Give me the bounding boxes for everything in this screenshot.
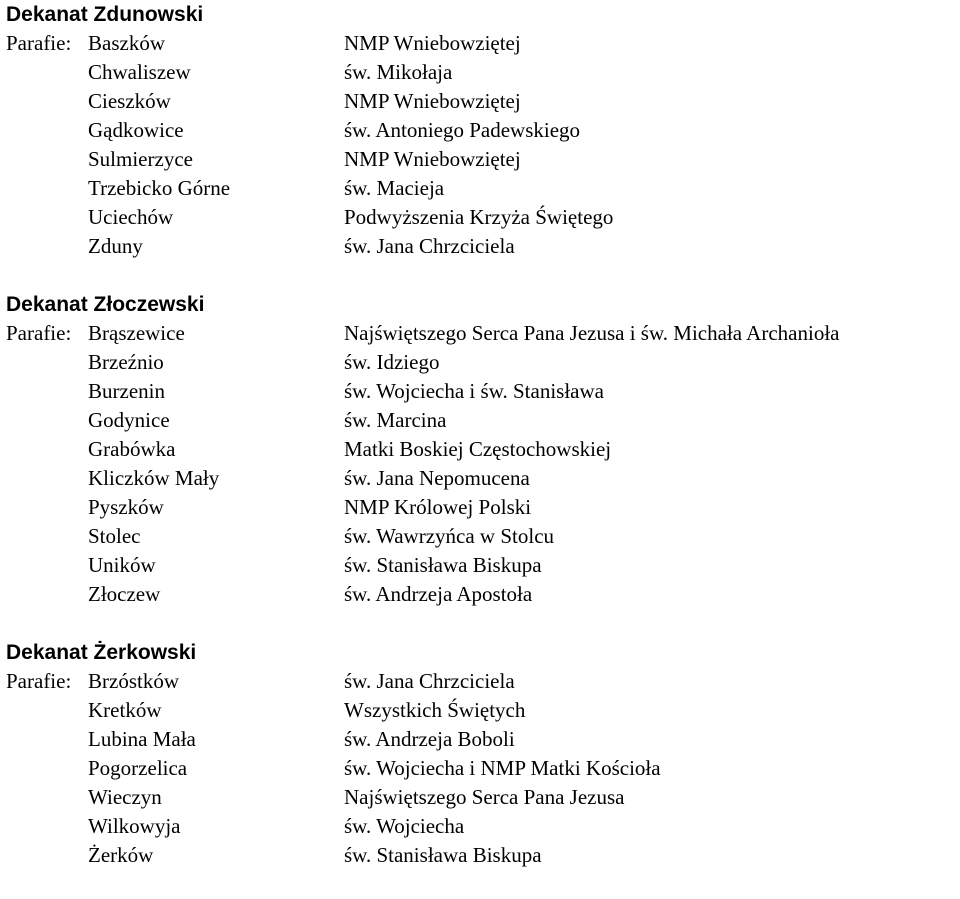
parish-row [6,232,960,261]
parish-place: Chwaliszew [88,60,191,84]
parish-place: Lubina Mała [88,727,196,751]
parish-row [6,841,960,870]
parish-row [6,348,960,377]
parish-row [6,725,960,754]
parish-place: Baszków [88,31,165,55]
parish-dedication: NMP Wniebowziętej [344,89,521,113]
parish-place: Kliczków Mały [88,466,220,490]
parish-place: Burzenin [88,379,165,403]
parish-dedication: św. Antoniego Padewskiego [344,118,581,142]
parish-row [6,783,960,812]
parish-dedication: św. Idziego [344,350,440,374]
parish-dedication: św. Jana Chrzciciela [344,669,515,693]
parish-dedication: Najświętszego Serca Pana Jezusa i św. Michała Archanioła [344,321,840,345]
parish-dedication: św. Stanisława Biskupa [344,843,542,867]
parish-dedication: św. Wawrzyńca w Stolcu [344,524,555,548]
parish-place: Brzeźnio [88,350,164,374]
parish-dedication: św. Wojciecha i NMP Matki Kościoła [344,756,661,780]
parish-row [6,435,960,464]
parish-dedication: NMP Wniebowziętej [344,31,521,55]
parish-dedication: Podwyższenia Krzyża Świętego [344,205,614,229]
deanery-title: Dekanat Żerkowski [6,641,197,664]
parish-row [6,58,960,87]
parish-row [6,203,960,232]
parish-dedication: św. Jana Nepomucena [344,466,530,490]
parish-dedication: Matki Boskiej Częstochowskiej [344,437,612,461]
parish-row [6,754,960,783]
parish-place: Grabówka [88,437,176,461]
parish-place: Uników [88,553,156,577]
parish-row [6,145,960,174]
parish-row [6,696,960,725]
parish-dedication: św. Andrzeja Apostoła [344,582,533,606]
parish-row [6,522,960,551]
parish-dedication: NMP Wniebowziętej [344,147,521,171]
parish-dedication: Najświętszego Serca Pana Jezusa [344,785,625,809]
parish-row [6,174,960,203]
parishes-label: Parafie: [6,31,72,55]
deanery-title: Dekanat Złoczewski [6,293,205,316]
parish-place: Pyszków [88,495,164,519]
deanery-title: Dekanat Zdunowski [6,3,204,26]
parish-row [6,87,960,116]
parish-dedication: św. Marcina [344,408,447,432]
parish-row [6,29,960,58]
parish-place: Stolec [88,524,141,548]
parish-row [6,580,960,609]
parish-place: Brąszewice [88,321,185,345]
deanery-section [6,0,960,261]
parish-place: Wieczyn [88,785,162,809]
parish-place: Trzebicko Górne [88,176,231,200]
parish-place: Żerków [88,843,154,867]
parish-row [6,116,960,145]
parish-row [6,406,960,435]
parish-place: Sulmierzyce [88,147,193,171]
parish-dedication: św. Stanisława Biskupa [344,553,542,577]
parish-dedication: Wszystkich Świętych [344,698,526,722]
parish-place: Godynice [88,408,170,432]
parish-row [6,812,960,841]
parish-row [6,493,960,522]
document-body [6,0,960,899]
parish-dedication: św. Mikołaja [344,60,453,84]
parish-place: Uciechów [88,205,174,229]
parish-place: Gądkowice [88,118,184,142]
parish-place: Kretków [88,698,162,722]
deanery-section [6,638,960,870]
parish-place: Pogorzelica [88,756,188,780]
parish-dedication: NMP Królowej Polski [344,495,532,519]
parish-dedication: św. Macieja [344,176,445,200]
parish-row [6,464,960,493]
parish-row [6,551,960,580]
parish-place: Wilkowyja [88,814,181,838]
parish-dedication: św. Wojciecha i św. Stanisława [344,379,604,403]
parishes-label: Parafie: [6,321,72,345]
parish-place: Złoczew [88,582,161,606]
parish-dedication: św. Jana Chrzciciela [344,234,515,258]
parish-dedication: św. Wojciecha [344,814,465,838]
parish-place: Zduny [88,234,143,258]
deanery-section [6,290,960,609]
parish-row [6,377,960,406]
parish-place: Brzóstków [88,669,179,693]
parishes-label: Parafie: [6,669,72,693]
parish-row [6,319,960,348]
parish-dedication: św. Andrzeja Boboli [344,727,515,751]
parish-place: Cieszków [88,89,171,113]
parish-row [6,667,960,696]
